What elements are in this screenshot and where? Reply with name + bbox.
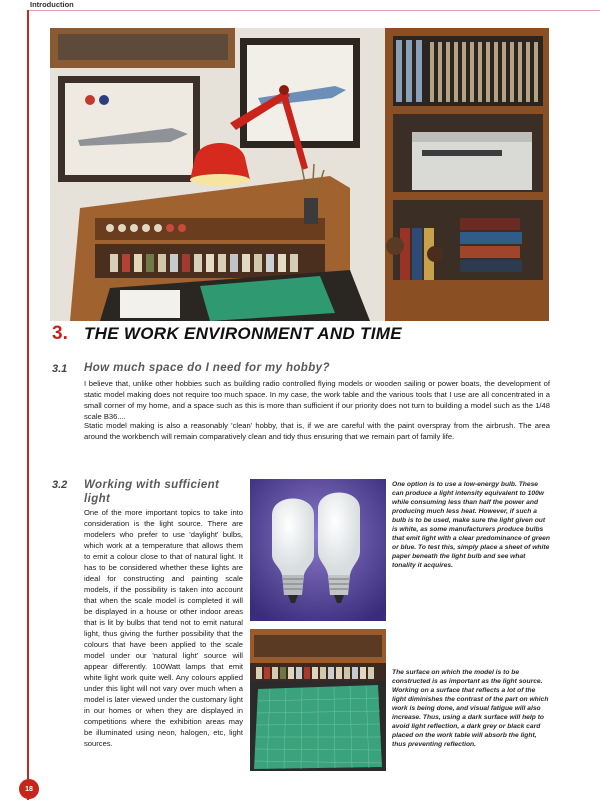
photo-caption: One option is to use a low-energy bulb. These can produce a light intensity equivalent to 100w while consuming less than half the power and producing much less heat. However, if such a bulb is to be used, make sure the light given out is white, as some manufacturers produce bulbs that emit light with a clear predominance of green or blue. To test this, simply place a sheet of white paper beneath the light bulb and see what tonality it acquires. [392,481,550,569]
cutting-mat-photo [250,629,386,771]
section-number: 3. [52,323,68,344]
subsection-number: 3.2 [52,479,68,491]
running-header: Introduction [30,0,74,9]
body-paragraph: I believe that, unlike other hobbies such as building radio controlled flying models or wooden sailing or power boats, the development of static model making does not require too much space. In my case, the work table and the various tools that I use are all concentrated in a small corner of my home, and a space such as this is more than sufficient if our priority does not turn to building a model such as the 1/48 scale B36.... [84,379,550,421]
subsection-title: Working with sufficient light [84,479,220,505]
workbench-photo [50,28,549,321]
header-rule [27,10,600,11]
page-number: 18 [19,779,39,799]
section-title: THE WORK ENVIRONMENT AND TIME [84,324,402,343]
light-bulbs-photo [250,479,386,621]
margin-rule [27,10,29,800]
subsection-number: 3.1 [52,363,68,375]
body-paragraph: One of the more important topics to take into consideration is the light source. There are modelers who prefer to use 'daylight' bulbs, which work at a temperature that allows them to emit a colour close to that of natural light. It has to be considered whether these lights are ideal for constructing and painting scale models, if the possibility is taken into account that when the scale model is completed it will be displayed in a house or other indoor areas that is lit by bulbs that tend not to emit natural light, thus giving the further possibility that the colours that have been applied to the scale model under our 'natural light' source will appear differently. 100Watt lamps that emit white light work quite well. Any colours applied under this light will not vary over much when a model is later viewed under the customary light in our homes or when they are displayed in competitions where the exhibition areas may be illuminated using neon, halogen, etc, light sources. [84,508,243,748]
subsection-title: How much space do I need for my hobby? [84,362,330,374]
photo-caption: The surface on which the model is to be constructed is as important as the light source. Working on a surface that reflects a lot of the light diminishes the contrast of the part on which work is being done, and visual fatigue will also increase. Thus, using a dark surface will help to avoid light reflection, a dark grey or black card placed on the work table will absorb the light, thus preventing reflection. [392,669,549,748]
body-paragraph: Static model making is also a reasonably 'clean' hobby, that is, if we are careful with the paint overspray from the airbrush. The area around the workbench will remain comparatively clean and tidy thus ensuring that we remain part of family life. [84,421,550,441]
